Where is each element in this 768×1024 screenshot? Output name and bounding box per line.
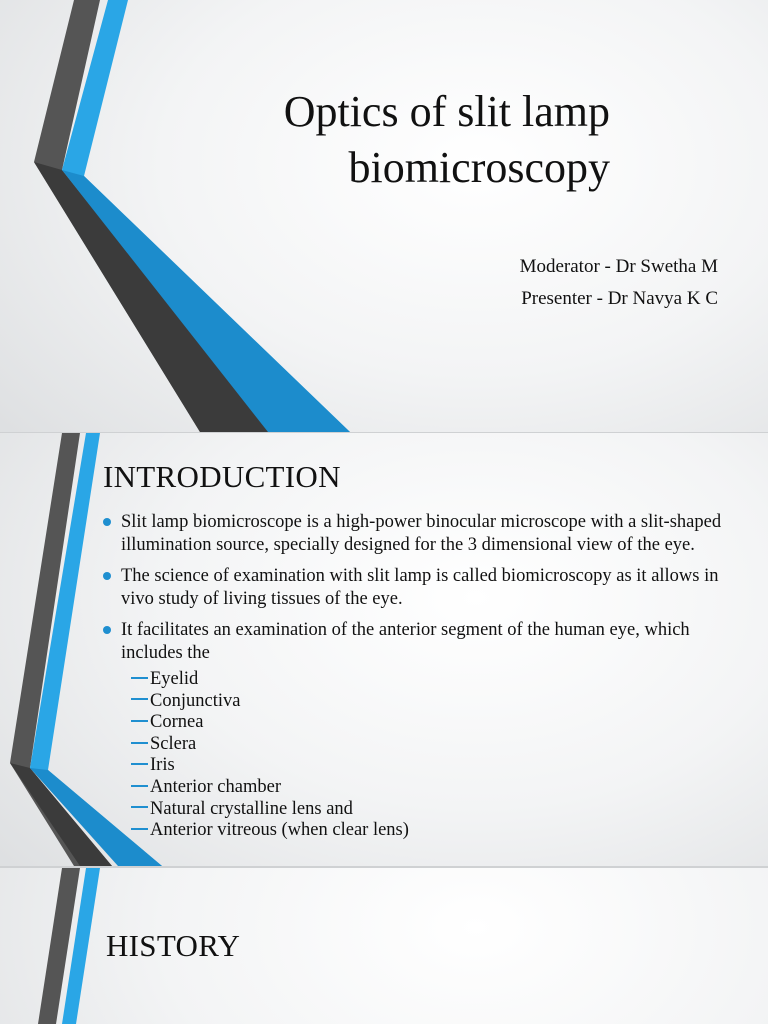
dash-icon <box>131 806 148 808</box>
slide-history <box>0 868 768 1024</box>
slide-introduction <box>0 433 768 866</box>
bullet-dot-icon <box>103 626 111 634</box>
moderator-text: Moderator - Dr Swetha M <box>519 256 718 277</box>
anterior-segment-list <box>131 669 723 842</box>
sub-list-item: Anterior chamber <box>131 777 723 799</box>
history-heading: HISTORY <box>106 928 241 963</box>
dash-icon <box>131 742 148 744</box>
sub-list-item: Anterior vitreous (when clear lens) <box>131 820 723 842</box>
sub-list-item: Natural crystalline lens and <box>131 799 723 821</box>
sub-list-item: Iris <box>131 755 723 777</box>
dash-icon <box>131 785 148 787</box>
slide-title-heading: Optics of slit lamp biomicroscopy <box>283 87 610 192</box>
bullet-dot-icon <box>103 572 111 580</box>
dash-icon <box>131 720 148 722</box>
introduction-bullets <box>103 511 723 850</box>
sub-list-item: Conjunctiva <box>131 691 723 713</box>
dash-icon <box>131 828 148 830</box>
presenter-text: Presenter - Dr Navya K C <box>521 288 718 309</box>
list-item: It facilitates an examination of the anterior segment of the human eye, which includes the Eyelid Conjunctiva Cornea Sclera Iris Anterior chamber Natural crystalline lens and Anterior vitreous (when clear lens) <box>103 619 723 842</box>
decorative-bands <box>0 0 768 432</box>
dash-icon <box>131 763 148 765</box>
list-item: The science of examination with slit lamp is called biomicroscopy as it allows in vivo study of living tissues of the eye. <box>103 565 723 611</box>
sub-list-item: Sclera <box>131 734 723 756</box>
slide-title <box>0 0 768 432</box>
sub-list-item: Eyelid <box>131 669 723 691</box>
dash-icon <box>131 698 148 700</box>
dash-icon <box>131 677 148 679</box>
list-item: Slit lamp biomicroscope is a high-power binocular microscope with a slit-shaped illumination source, specially designed for the 3 dimensional view of the eye. <box>103 511 723 557</box>
bullet-dot-icon <box>103 518 111 526</box>
introduction-heading: INTRODUCTION <box>103 459 341 494</box>
sub-list-item: Cornea <box>131 712 723 734</box>
